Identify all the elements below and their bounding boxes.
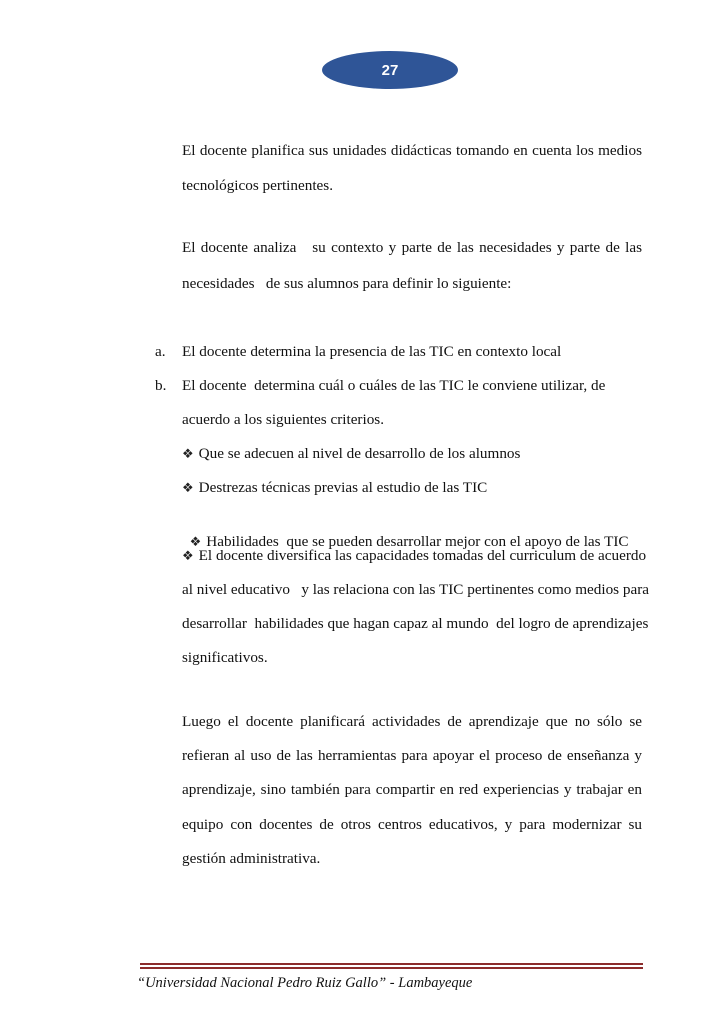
paragraph-3-line-3: aprendizaje, sino también para compartir en red experiencias y trabajar en — [182, 781, 642, 798]
paragraph-3-line-2: refieran al uso de las herramientas para apoyar el proceso de enseñanza y — [182, 747, 642, 764]
criteria-bullet-text: Destrezas técnicas previas al estudio de las TIC — [198, 479, 488, 496]
bullet-4-continuation-line-1: al nivel educativo y las relaciona con las TIC pertinentes como medios para — [182, 581, 650, 598]
paragraph-2-line-1: El docente analiza su contexto y parte de las necesidades y parte de las — [182, 239, 642, 256]
criteria-bullet-text: Que se adecuen al nivel de desarrollo de los alumnos — [198, 445, 521, 462]
page-number: 27 — [381, 61, 399, 79]
criteria-bullet-1 — [182, 444, 642, 464]
diamond-bullet-icon: ❖ — [182, 548, 194, 563]
criteria-bullet-text: El docente diversifica las capacidades tomadas del curriculum de acuerdo — [198, 547, 647, 564]
list-marker-a: a. — [155, 343, 166, 360]
footer-divider — [140, 963, 643, 969]
diamond-bullet-icon: ❖ — [182, 480, 194, 495]
paragraph-3-line-5: gestión administrativa. — [182, 850, 321, 867]
diamond-bullet-icon: ❖ — [182, 446, 194, 461]
list-item-a: El docente determina la presencia de las TIC en contexto local — [182, 343, 562, 360]
paragraph-3-line-4: equipo con docentes de otros centros educativos, y para modernizar su — [182, 816, 642, 833]
bullet-4-continuation-line-3: significativos. — [182, 649, 268, 666]
page-number-badge — [322, 51, 458, 89]
diamond-bullet-icon: ❖ — [189, 534, 202, 549]
list-marker-b: b. — [155, 377, 167, 394]
paragraph-2-line-2: necesidades de sus alumnos para definir lo siguiente: — [182, 275, 512, 292]
paragraph-3-line-1: Luego el docente planificará actividades de aprendizaje que no sólo se — [182, 713, 642, 730]
list-item-b-line-1: El docente determina cuál o cuáles de las TIC le conviene utilizar, de — [182, 377, 606, 394]
paragraph-1-line-2: tecnológicos pertinentes. — [182, 177, 333, 194]
paragraph-1-line-1: El docente planifica sus unidades didácticas tomando en cuenta los medios — [182, 142, 642, 159]
footer-text: “Universidad Nacional Pedro Ruiz Gallo” - Lambayeque — [137, 975, 473, 991]
bullet-4-continuation-line-2: desarrollar habilidades que hagan capaz al mundo del logro de aprendizajes — [182, 615, 649, 632]
criteria-bullet-text: Habilidades que se pueden desarrollar mejor con el apoyo de las TIC — [206, 533, 629, 550]
criteria-bullet-4 — [182, 546, 647, 566]
criteria-bullet-2 — [182, 478, 642, 498]
list-item-b-line-2: acuerdo a los siguientes criterios. — [182, 411, 385, 428]
